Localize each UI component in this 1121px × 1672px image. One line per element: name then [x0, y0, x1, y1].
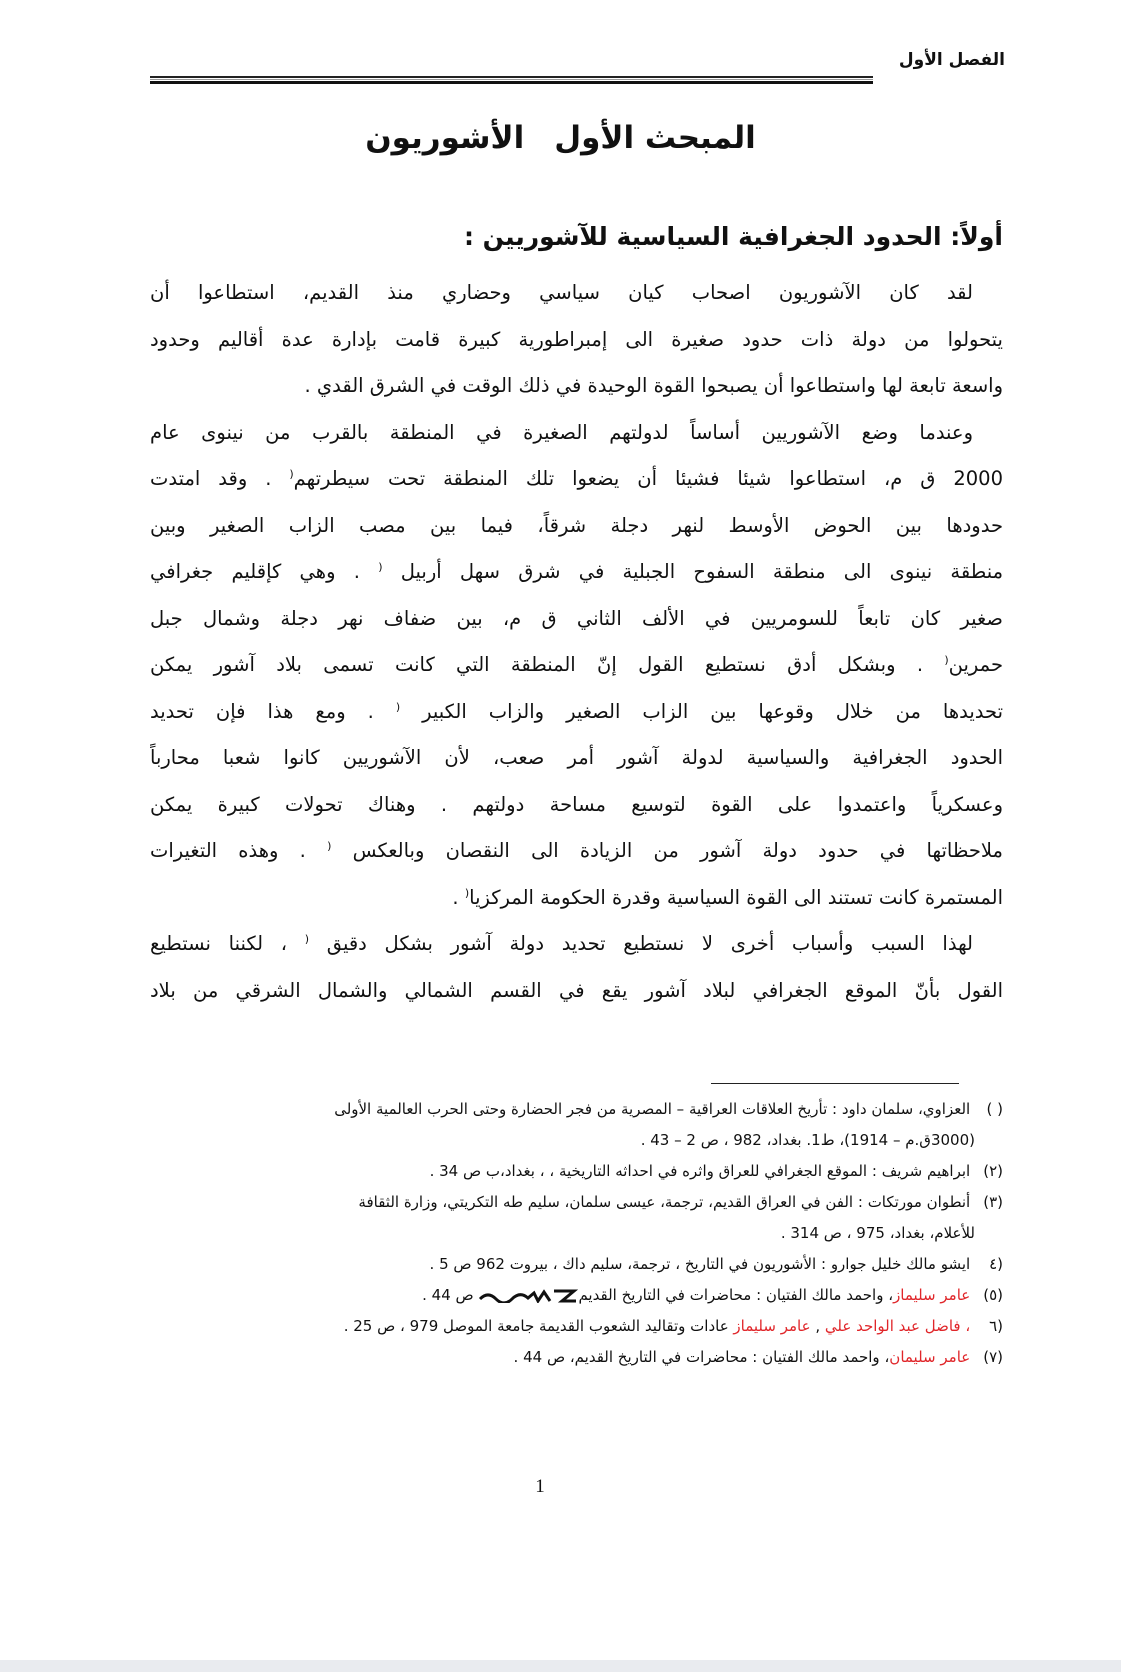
body-line: صغير كان تابعاً للسومريين في الألف الثاني ق م، بين ضفاف نهر دجلة وشمال جبل	[150, 606, 1003, 630]
footnote-item: (٥) عامر سليماز، واحمد مالك الفتيان : محاضرات في التاريخ القديم ص 44 .	[422, 1286, 1003, 1304]
section-heading: أولاً: الحدود الجغرافية السياسية للآشوريين :	[463, 222, 1003, 251]
author-name-highlight: عامر سليماز	[733, 1317, 811, 1335]
viewer-bottom-strip	[0, 1660, 1121, 1672]
body-line: القول بأنّ الموقع الجغرافي لبلاد آشور يقع في القسم الشمالي والشمال الشرقي من بلاد	[150, 978, 1003, 1002]
footnote-marker[interactable]: (	[395, 700, 401, 713]
body-line: لقد كان الآشوريون اصحاب كيان سياسي وحضاري منذ القديم، استطاعوا أن	[150, 281, 973, 304]
body-line: حدودها بين الحوض الأوسط لنهر دجلة شرقاً، فيما بين مصب الزاب الصغير وبين	[150, 513, 1003, 537]
body-line: واسعة تابعة لها واستطاعوا أن يصبحوا القوة الوحيدة في ذلك الوقت في الشرق القدي .	[304, 374, 1003, 397]
author-name-highlight: عامر سليماز	[893, 1286, 971, 1304]
footnote-marker[interactable]: (	[464, 886, 470, 899]
body-line: 2000 ق م، استطاعوا شيئا فشيئا أن يضعوا تلك المنطقة تحت سيطرتهم( . وقد امتدت	[150, 467, 1003, 490]
body-line: لهذا السبب وأسباب أخرى لا نستطيع تحديد دولة آشور بشكل دقيق ( ، لكننا نستطيع	[150, 932, 974, 955]
body-text	[150, 270, 1003, 1014]
body-line: حمرين( . وبشكل أدق نستطيع القول إنّ المنطقة التي كانت تسمى بلاد آشور يمكن	[150, 653, 1003, 676]
body-line: وعندما وضع الآشوريين أساساً لدولتهم الصغيرة في المنطقة بالقرب من نينوى عام	[150, 420, 973, 444]
author-name-highlight: ، فاضل عبد الواحد علي	[824, 1317, 971, 1335]
body-line: منطقة نينوى الى منطقة السفوح الجبلية في شرق سهل أربيل ( . وهي كإقليم جغرافي	[150, 560, 1003, 583]
scribble-mark	[478, 1289, 578, 1303]
footnote-marker[interactable]: (	[378, 560, 383, 574]
body-line: وعسكرياً واعتمدوا على القوة لتوسيع مساحة دولتهم . وهناك تحولات كبيرة يمكن	[150, 792, 1003, 816]
footnote-marker[interactable]: (	[304, 932, 310, 946]
footnote-item: (٢) ابراهيم شريف : الموقع الجغرافي للعراق واثره في احداثه التاريخية ، ، بغداد،ب ص 34 .	[429, 1162, 1003, 1180]
footnote-separator	[711, 1083, 959, 1084]
footnotes	[160, 1094, 1003, 1373]
header-rule	[150, 76, 873, 84]
footnote-item: (٦ ، فاضل عبد الواحد علي , عامر سليماز عادات وتقاليد الشعوب القديمة جامعة الموصل 979 ، ص 25 .	[343, 1317, 1003, 1335]
footnote-continuation: للأعلام، بغداد، 975 ، ص 314 .	[780, 1224, 975, 1242]
body-line: ملاحظاتها في حدود دولة آشور من الزيادة الى النقصان وبالعكس ( . وهذه التغيرات	[150, 839, 1003, 862]
page-number: 1	[535, 1476, 545, 1497]
body-line: الحدود الجغرافية والسياسية لدولة آشور أمر صعب، لأن الآشوريين كانوا شعبا محارباً	[150, 746, 1003, 769]
footnote-marker[interactable]: (	[944, 653, 949, 667]
chapter-label: الفصل الأول	[898, 50, 1005, 70]
title-part-1: المبحث الأول	[554, 120, 756, 156]
footnote-marker[interactable]: (	[289, 467, 294, 481]
body-line: المستمرة كانت تستند الى القوة السياسية وقدرة الحكومة المركزيا( .	[452, 885, 1003, 909]
footnote-item: (٣) أنطوان مورتكات : الفن في العراق القديم، ترجمة، عيسى سلمان، سليم طه التكريتي، وزارة الثقافة	[358, 1193, 1003, 1211]
footnote-item: (٧) عامر سليمان، واحمد مالك الفتيان : محاضرات في التاريخ القديم، ص 44 .	[513, 1348, 1003, 1366]
body-line: تحديدها من خلال وقوعها بين الزاب الصغير والزاب الكبير ( . ومع هذا فإن تحديد	[150, 699, 1003, 723]
author-name-highlight: عامر سليمان	[889, 1348, 971, 1366]
footnote-marker[interactable]: (	[327, 839, 332, 853]
title-part-2: الأشوريون	[365, 120, 525, 156]
footnote-item: ( ) العزاوي، سلمان داود : تأريخ العلاقات العراقية – المصرية من فجر الحضارة وحتى الحرب العالمية الأولى	[334, 1100, 1003, 1118]
page-title	[0, 120, 1121, 156]
footnote-continuation: (3000ق.م – 1914)، ط1. بغداد، 982 ، ص 2 – 43 .	[640, 1131, 975, 1149]
footnote-item: (٤ ايشو مالك خليل جوارو : الأشوريون في التاريخ ، ترجمة، سليم داك ، بيروت 962 ص 5 .	[429, 1255, 1003, 1273]
body-line: يتحولوا من دولة ذات حدود صغيرة الى إمبراطورية كبيرة قامت بإدارة عدة أقاليم وحدود	[150, 327, 1003, 351]
